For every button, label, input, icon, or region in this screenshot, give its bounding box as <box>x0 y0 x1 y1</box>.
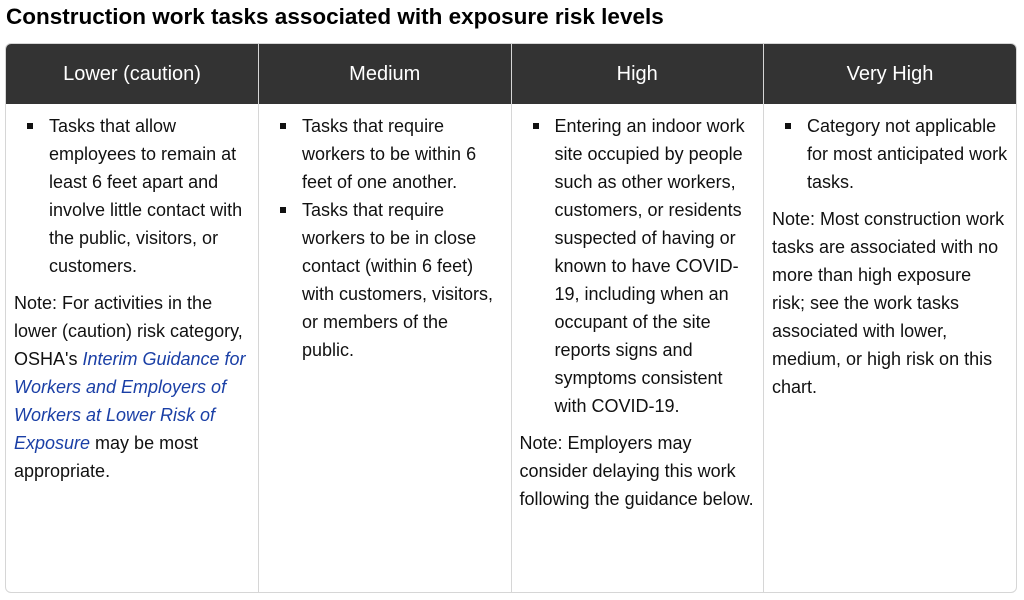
bullet-list <box>520 112 756 420</box>
header-medium: Medium <box>259 44 512 104</box>
header-high: High <box>511 44 764 104</box>
note-text: may be most appropriate. <box>14 433 199 481</box>
note-very-high: Note: Most construction work tasks are associated with no more than high exposure risk; see the work tasks associated with lower, medium, or high risk on this chart. <box>772 209 1005 397</box>
note-high: Note: Employers may consider delaying this work following the guidance below. <box>519 433 754 509</box>
content-row <box>6 104 1016 592</box>
cell-very-high <box>764 104 1017 592</box>
bullet-list <box>772 112 1008 196</box>
list-item: Category not applicable for most anticipated work tasks. <box>807 112 1008 196</box>
header-very-high: Very High <box>764 44 1017 104</box>
list-item: Entering an indoor work site occupied by people such as other workers, customers, or residents suspected of having or known to have COVID-19, including when an occupant of the site reports signs and symptoms consistent with COVID-19. <box>555 112 756 420</box>
bullet-list <box>267 112 503 364</box>
cell-medium <box>259 104 512 592</box>
header-row <box>6 44 1016 104</box>
list-item: Tasks that allow employees to remain at least 6 feet apart and involve little contact with the public, visitors, or customers. <box>49 112 250 280</box>
risk-table <box>5 43 1017 593</box>
page-title: Construction work tasks associated with exposure risk levels <box>6 4 664 29</box>
note-lower <box>14 289 250 485</box>
note-text: Note: For activities in the lower (caution) risk category, OSHA's <box>14 293 243 369</box>
interim-guidance-link[interactable]: Interim Guidance for Workers and Employers of Workers at Lower Risk of Exposure <box>14 349 246 453</box>
list-item: Tasks that require workers to be in close contact (within 6 feet) with customers, visitors, or members of the public. <box>302 196 503 364</box>
list-item: Tasks that require workers to be within 6 feet of one another. <box>302 112 503 196</box>
bullet-list <box>14 112 250 280</box>
cell-lower <box>6 104 259 592</box>
cell-high <box>511 104 764 592</box>
header-lower: Lower (caution) <box>6 44 259 104</box>
